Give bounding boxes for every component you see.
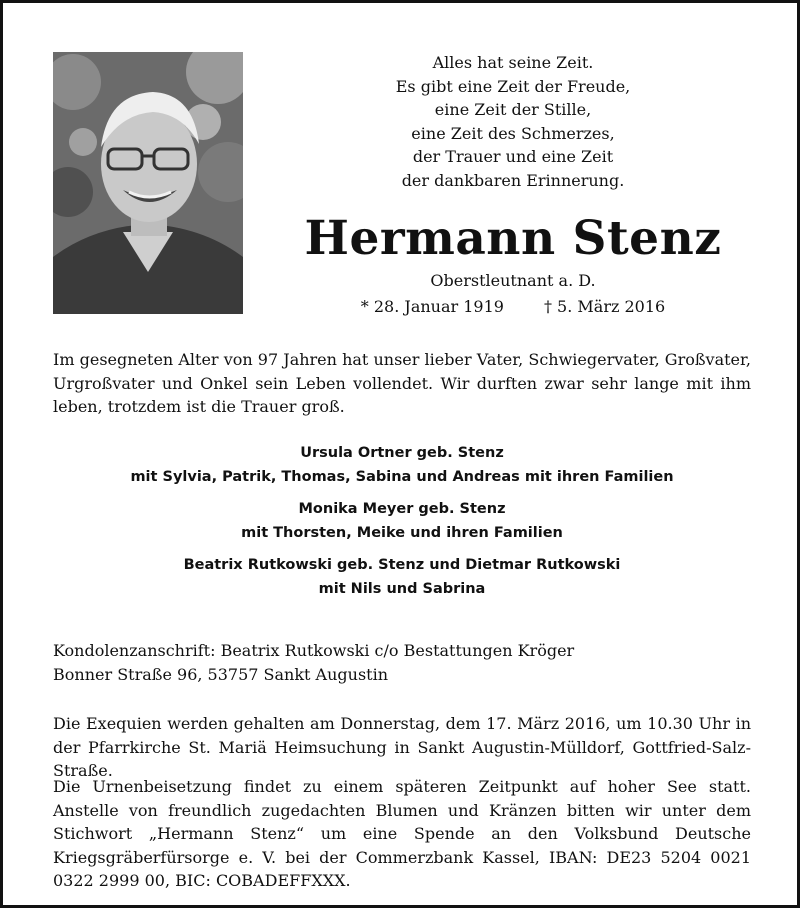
mourner-family: mit Nils und Sabrina <box>318 581 486 597</box>
poem-line: der dankbaren Erinnerung. <box>401 170 625 190</box>
mourner-group <box>43 497 761 545</box>
poem-line: eine Zeit der Stille, <box>434 100 592 119</box>
death-date: † 5. März 2016 <box>543 297 666 316</box>
address-line: Bonner Straße 96, 53757 Sankt Augustin <box>53 664 389 684</box>
funeral-service-paragraph: Die Exequien werden gehalten am Donnerstag, dem 17. März 2016, um 10.30 Uhr in der Pfarrkirche St. Mariä Heimsuchung in Sankt Augustin-Mülldorf, Gottfried-Salz-Straße. <box>53 714 751 780</box>
condolence-address <box>53 639 751 686</box>
intro-paragraph: Im gesegneten Alter von 97 Jahren hat unser lieber Vater, Schwiegervater, Großvater, Urgroßvater und Onkel sein Leben vollendet. Wir durften zwar sehr lange mit ihm leben, trotzdem ist die Trauer groß. <box>53 350 751 416</box>
deceased-rank: Oberstleutnant a. D. <box>430 271 596 290</box>
mourner-name: Ursula Ortner geb. Stenz <box>300 445 504 461</box>
mourner-family: mit Thorsten, Meike und ihren Familien <box>241 525 563 541</box>
mourner-name: Monika Meyer geb. Stenz <box>298 501 506 517</box>
poem <box>303 51 723 192</box>
poem-line: Es gibt eine Zeit der Freude, <box>395 76 631 96</box>
deceased-name: Hermann Stenz <box>304 211 722 266</box>
mourner-group <box>43 553 761 601</box>
portrait-image <box>53 52 243 314</box>
mourners-list <box>43 441 761 609</box>
poem-line: eine Zeit des Schmerzes, <box>411 123 615 143</box>
mourner-family: mit Sylvia, Patrik, Thomas, Sabina und Andreas mit ihren Familien <box>130 469 674 485</box>
poem-line: der Trauer und eine Zeit <box>412 147 614 166</box>
address-line: Kondolenzanschrift: Beatrix Rutkowski c/o Bestattungen Kröger <box>53 641 575 660</box>
portrait-photo <box>53 52 243 314</box>
burial-donation-paragraph: Die Urnenbeisetzung findet zu einem späteren Zeitpunkt auf hoher See statt. Anstelle von freundlich zugedachten Blumen und Kränzen bitten wir unter dem Stichwort „Hermann Stenz“ um eine Spende an den Volksbund Deutsche Kriegsgräberfürsorge e. V. bei der Commerzbank Kassel, IBAN: DE23 5204 0021 0322 2999 00, BIC: COBADEFFXXX. <box>53 777 751 890</box>
poem-line: Alles hat seine Zeit. <box>432 53 594 72</box>
mourner-name: Beatrix Rutkowski geb. Stenz und Dietmar Rutkowski <box>183 557 621 573</box>
birth-date: * 28. Januar 1919 <box>360 297 504 316</box>
life-dates <box>303 297 723 316</box>
mourner-group <box>43 441 761 489</box>
